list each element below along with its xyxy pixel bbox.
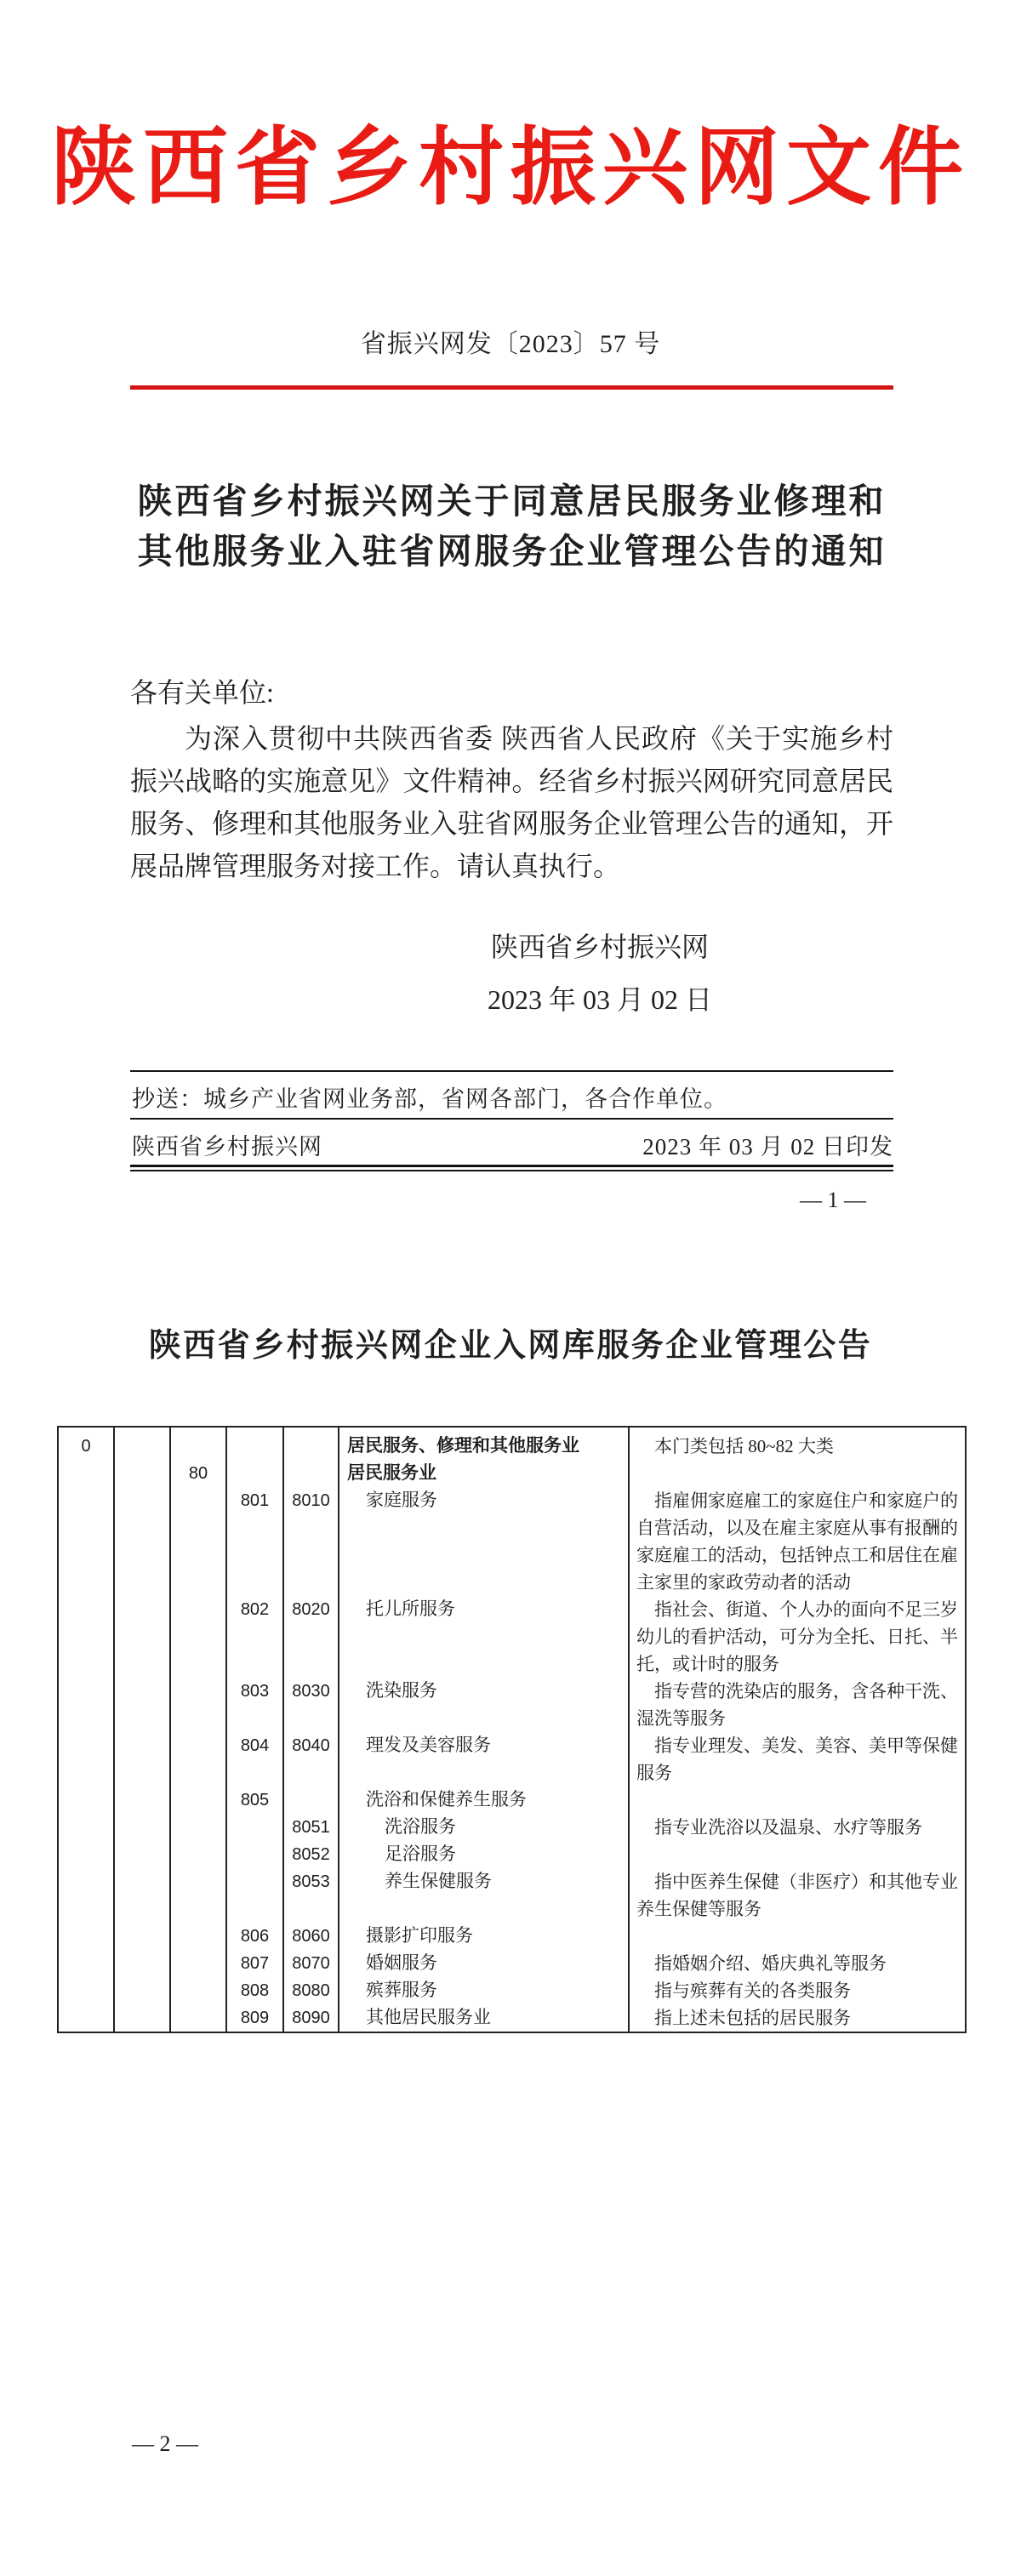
table-cell-group-code: 805: [227, 1787, 284, 1814]
table-cell-category-name: 足浴服务: [339, 1841, 630, 1868]
table-cell-category-name: 洗浴和保健养生服务: [339, 1787, 630, 1814]
table-cell-division-code: [171, 2004, 227, 2032]
table-cell-spare: [115, 1596, 171, 1678]
table-cell-class-code: 8030: [284, 1678, 339, 1732]
table-cell-class-code: 8060: [284, 1923, 339, 1950]
announcement-heading: 陕西省乡村振兴网企业入网库服务企业管理公告: [148, 1328, 873, 1364]
table-cell-group-code: 804: [227, 1732, 284, 1787]
table-cell-class-code: 8051: [284, 1814, 339, 1841]
table-row: [59, 1678, 965, 1732]
table-cell-class-code: 8010: [284, 1487, 339, 1596]
table-row: [59, 2004, 965, 2032]
table-cell-spare: [115, 1950, 171, 1977]
table-cell-category-name: 家庭服务: [339, 1487, 630, 1596]
footer-rule-bottom: [130, 1165, 893, 1171]
table-cell-category-name: 养生保健服务: [339, 1868, 630, 1923]
table-cell-group-code: 801: [227, 1487, 284, 1596]
table-cell-section-code: [59, 2004, 115, 2032]
table-cell-class-code: [284, 1787, 339, 1814]
table-cell-spare: [115, 1787, 171, 1814]
table-cell-spare: [115, 1487, 171, 1596]
table-cell-description: 指专业理发、美发、美容、美甲等保健服务: [636, 1735, 958, 1783]
table-cell-group-code: [227, 1460, 284, 1487]
table-cell-group-code: 803: [227, 1678, 284, 1732]
table-cell-division-code: [171, 1950, 227, 1977]
table-cell-division-code: [171, 1787, 227, 1814]
table-cell-section-code: [59, 1596, 115, 1678]
table-cell-group-code: [227, 1868, 284, 1923]
table-cell-section-code: [59, 1841, 115, 1868]
page-number-2: — 2 —: [132, 2431, 198, 2456]
table-cell-division-code: [171, 1732, 227, 1787]
table-cell-category-name: 其他居民服务业: [339, 2004, 630, 2032]
table-row: [59, 1977, 965, 2004]
table-cell-spare: [115, 1732, 171, 1787]
table-cell-division-code: 80: [171, 1460, 227, 1487]
table-cell-spare: [115, 1678, 171, 1732]
table-cell-spare: [115, 1977, 171, 2004]
table-cell-class-code: 8020: [284, 1596, 339, 1678]
table-row: [59, 1923, 965, 1950]
table-cell-division-code: [171, 1841, 227, 1868]
table-cell-description: [630, 1460, 965, 1487]
table-cell-section-code: [59, 1977, 115, 2004]
signer-name: 陕西省乡村振兴网: [490, 932, 709, 962]
table-cell-group-code: 808: [227, 1977, 284, 2004]
table-row: [59, 1428, 965, 1460]
table-cell-description: [630, 1923, 965, 1950]
table-cell-division-code: [171, 1487, 227, 1596]
table-cell-category-name: 摄影扩印服务: [339, 1923, 630, 1950]
masthead-title: 陕西省乡村振兴网文件: [51, 121, 970, 215]
table-cell-section-code: [59, 1814, 115, 1841]
table-cell-division-code: [171, 1868, 227, 1923]
table-row: [59, 1460, 965, 1487]
table-cell-section-code: [59, 1950, 115, 1977]
table-cell-category-name: 居民服务、修理和其他服务业: [339, 1428, 630, 1460]
signature-date: 2023 年 03 月 02 日: [487, 984, 712, 1015]
table-cell-section-code: [59, 1868, 115, 1923]
table-cell-category-name: 婚姻服务: [339, 1950, 630, 1977]
red-divider-rule: [130, 385, 893, 390]
table-cell-description: [630, 1787, 965, 1814]
table-cell-description: 指专业洗浴以及温泉、水疗等服务: [654, 1817, 922, 1838]
table-cell-group-code: 806: [227, 1923, 284, 1950]
table-cell-group-code: [227, 1814, 284, 1841]
table-cell-description: 指中医养生保健（非医疗）和其他专业养生保健等服务: [636, 1872, 958, 1919]
table-cell-category-name: 托儿所服务: [339, 1596, 630, 1678]
table-cell-category-name: 殡葬服务: [339, 1977, 630, 2004]
table-cell-section-code: [59, 1460, 115, 1487]
table-cell-description: 本门类包括 80~82 大类: [654, 1436, 834, 1456]
table-cell-category-name: 理发及美容服务: [339, 1732, 630, 1787]
table-row: [59, 1950, 965, 1977]
table-row: [59, 1868, 965, 1923]
table-cell-group-code: [227, 1841, 284, 1868]
cc-line: 抄送：城乡产业省网业务部，省网各部门，各合作单位。: [132, 1086, 727, 1112]
table-row: [59, 1841, 965, 1868]
salutation: 各有关单位:: [130, 677, 274, 708]
body-paragraph: 为深入贯彻中共陕西省委 陕西省人民政府《关于实施乡村振兴战略的实施意见》文件精神。经省乡村振兴网研究同意居民服务、修理和其他服务业入驻省网服务企业管理公告的通知，开展品牌管理服务对接工作。请认真执行。: [130, 723, 893, 881]
table-cell-class-code: 8040: [284, 1732, 339, 1787]
table-cell-division-code: [171, 1814, 227, 1841]
table-cell-class-code: [284, 1460, 339, 1487]
table-cell-section-code: [59, 1787, 115, 1814]
table-cell-group-code: [227, 1428, 284, 1460]
table-cell-class-code: 8053: [284, 1868, 339, 1923]
document-title-line-2: 其他服务业入驻省网服务企业管理公告的通知: [137, 532, 887, 571]
table-row: [59, 1732, 965, 1787]
table-cell-group-code: 807: [227, 1950, 284, 1977]
table-cell-description: 指上述未包括的居民服务: [654, 2008, 851, 2028]
table-cell-spare: [115, 1814, 171, 1841]
table-cell-division-code: [171, 1977, 227, 2004]
table-cell-class-code: 8052: [284, 1841, 339, 1868]
table-cell-description: 指婚姻介绍、婚庆典礼等服务: [654, 1953, 887, 1974]
table-cell-class-code: [284, 1428, 339, 1460]
table-cell-section-code: [59, 1732, 115, 1787]
table-cell-spare: [115, 1460, 171, 1487]
classification-table: [57, 1426, 967, 2033]
table-cell-group-code: 809: [227, 2004, 284, 2032]
table-cell-category-name: 洗浴服务: [339, 1814, 630, 1841]
table-cell-spare: [115, 2004, 171, 2032]
table-cell-description: 指雇佣家庭雇工的家庭住户和家庭户的自营活动，以及在雇主家庭从事有报酬的家庭雇工的活动，包括钟点工和居住在雇主家里的家政劳动者的活动: [636, 1490, 958, 1593]
footer-rule-top: [130, 1070, 893, 1072]
table-cell-class-code: 8070: [284, 1950, 339, 1977]
table-cell-class-code: 8090: [284, 2004, 339, 2032]
print-date: 2023 年 03 月 02 日印发: [642, 1134, 893, 1160]
table-cell-spare: [115, 1428, 171, 1460]
table-cell-description: 指社会、街道、个人办的面向不足三岁幼儿的看护活动，可分为全托、日托、半托，或计时的服务: [636, 1599, 958, 1674]
table-cell-section-code: 0: [59, 1428, 115, 1460]
table-cell-category-name: 居民服务业: [339, 1460, 630, 1487]
table-cell-section-code: [59, 1923, 115, 1950]
table-cell-spare: [115, 1923, 171, 1950]
table-row: [59, 1814, 965, 1841]
signature-block: [459, 930, 740, 1017]
page-number-1: — 1 —: [800, 1188, 866, 1212]
table-cell-class-code: 8080: [284, 1977, 339, 2004]
table-cell-division-code: [171, 1923, 227, 1950]
table-cell-category-name: 洗染服务: [339, 1678, 630, 1732]
publisher-name: 陕西省乡村振兴网: [132, 1134, 322, 1160]
table-cell-description: 指与殡葬有关的各类服务: [654, 1980, 851, 2001]
publisher-row: [132, 1131, 893, 1162]
table-cell-description: [630, 1841, 965, 1868]
document-title: [130, 476, 893, 577]
table-cell-description: 指专营的洗染店的服务，含各种干洗、湿洗等服务: [636, 1681, 958, 1729]
table-cell-section-code: [59, 1487, 115, 1596]
table-cell-spare: [115, 1841, 171, 1868]
table-cell-spare: [115, 1868, 171, 1923]
table-row: [59, 1596, 965, 1678]
table-row: [59, 1487, 965, 1596]
table-cell-division-code: [171, 1678, 227, 1732]
document-number: 省振兴网发〔2023〕57 号: [360, 330, 661, 358]
table-cell-section-code: [59, 1678, 115, 1732]
table-row: [59, 1787, 965, 1814]
document-title-line-1: 陕西省乡村振兴网关于同意居民服务业修理和: [137, 482, 887, 521]
table-cell-division-code: [171, 1428, 227, 1460]
table-cell-group-code: 802: [227, 1596, 284, 1678]
table-cell-division-code: [171, 1596, 227, 1678]
footer-rule-middle: [130, 1118, 893, 1120]
